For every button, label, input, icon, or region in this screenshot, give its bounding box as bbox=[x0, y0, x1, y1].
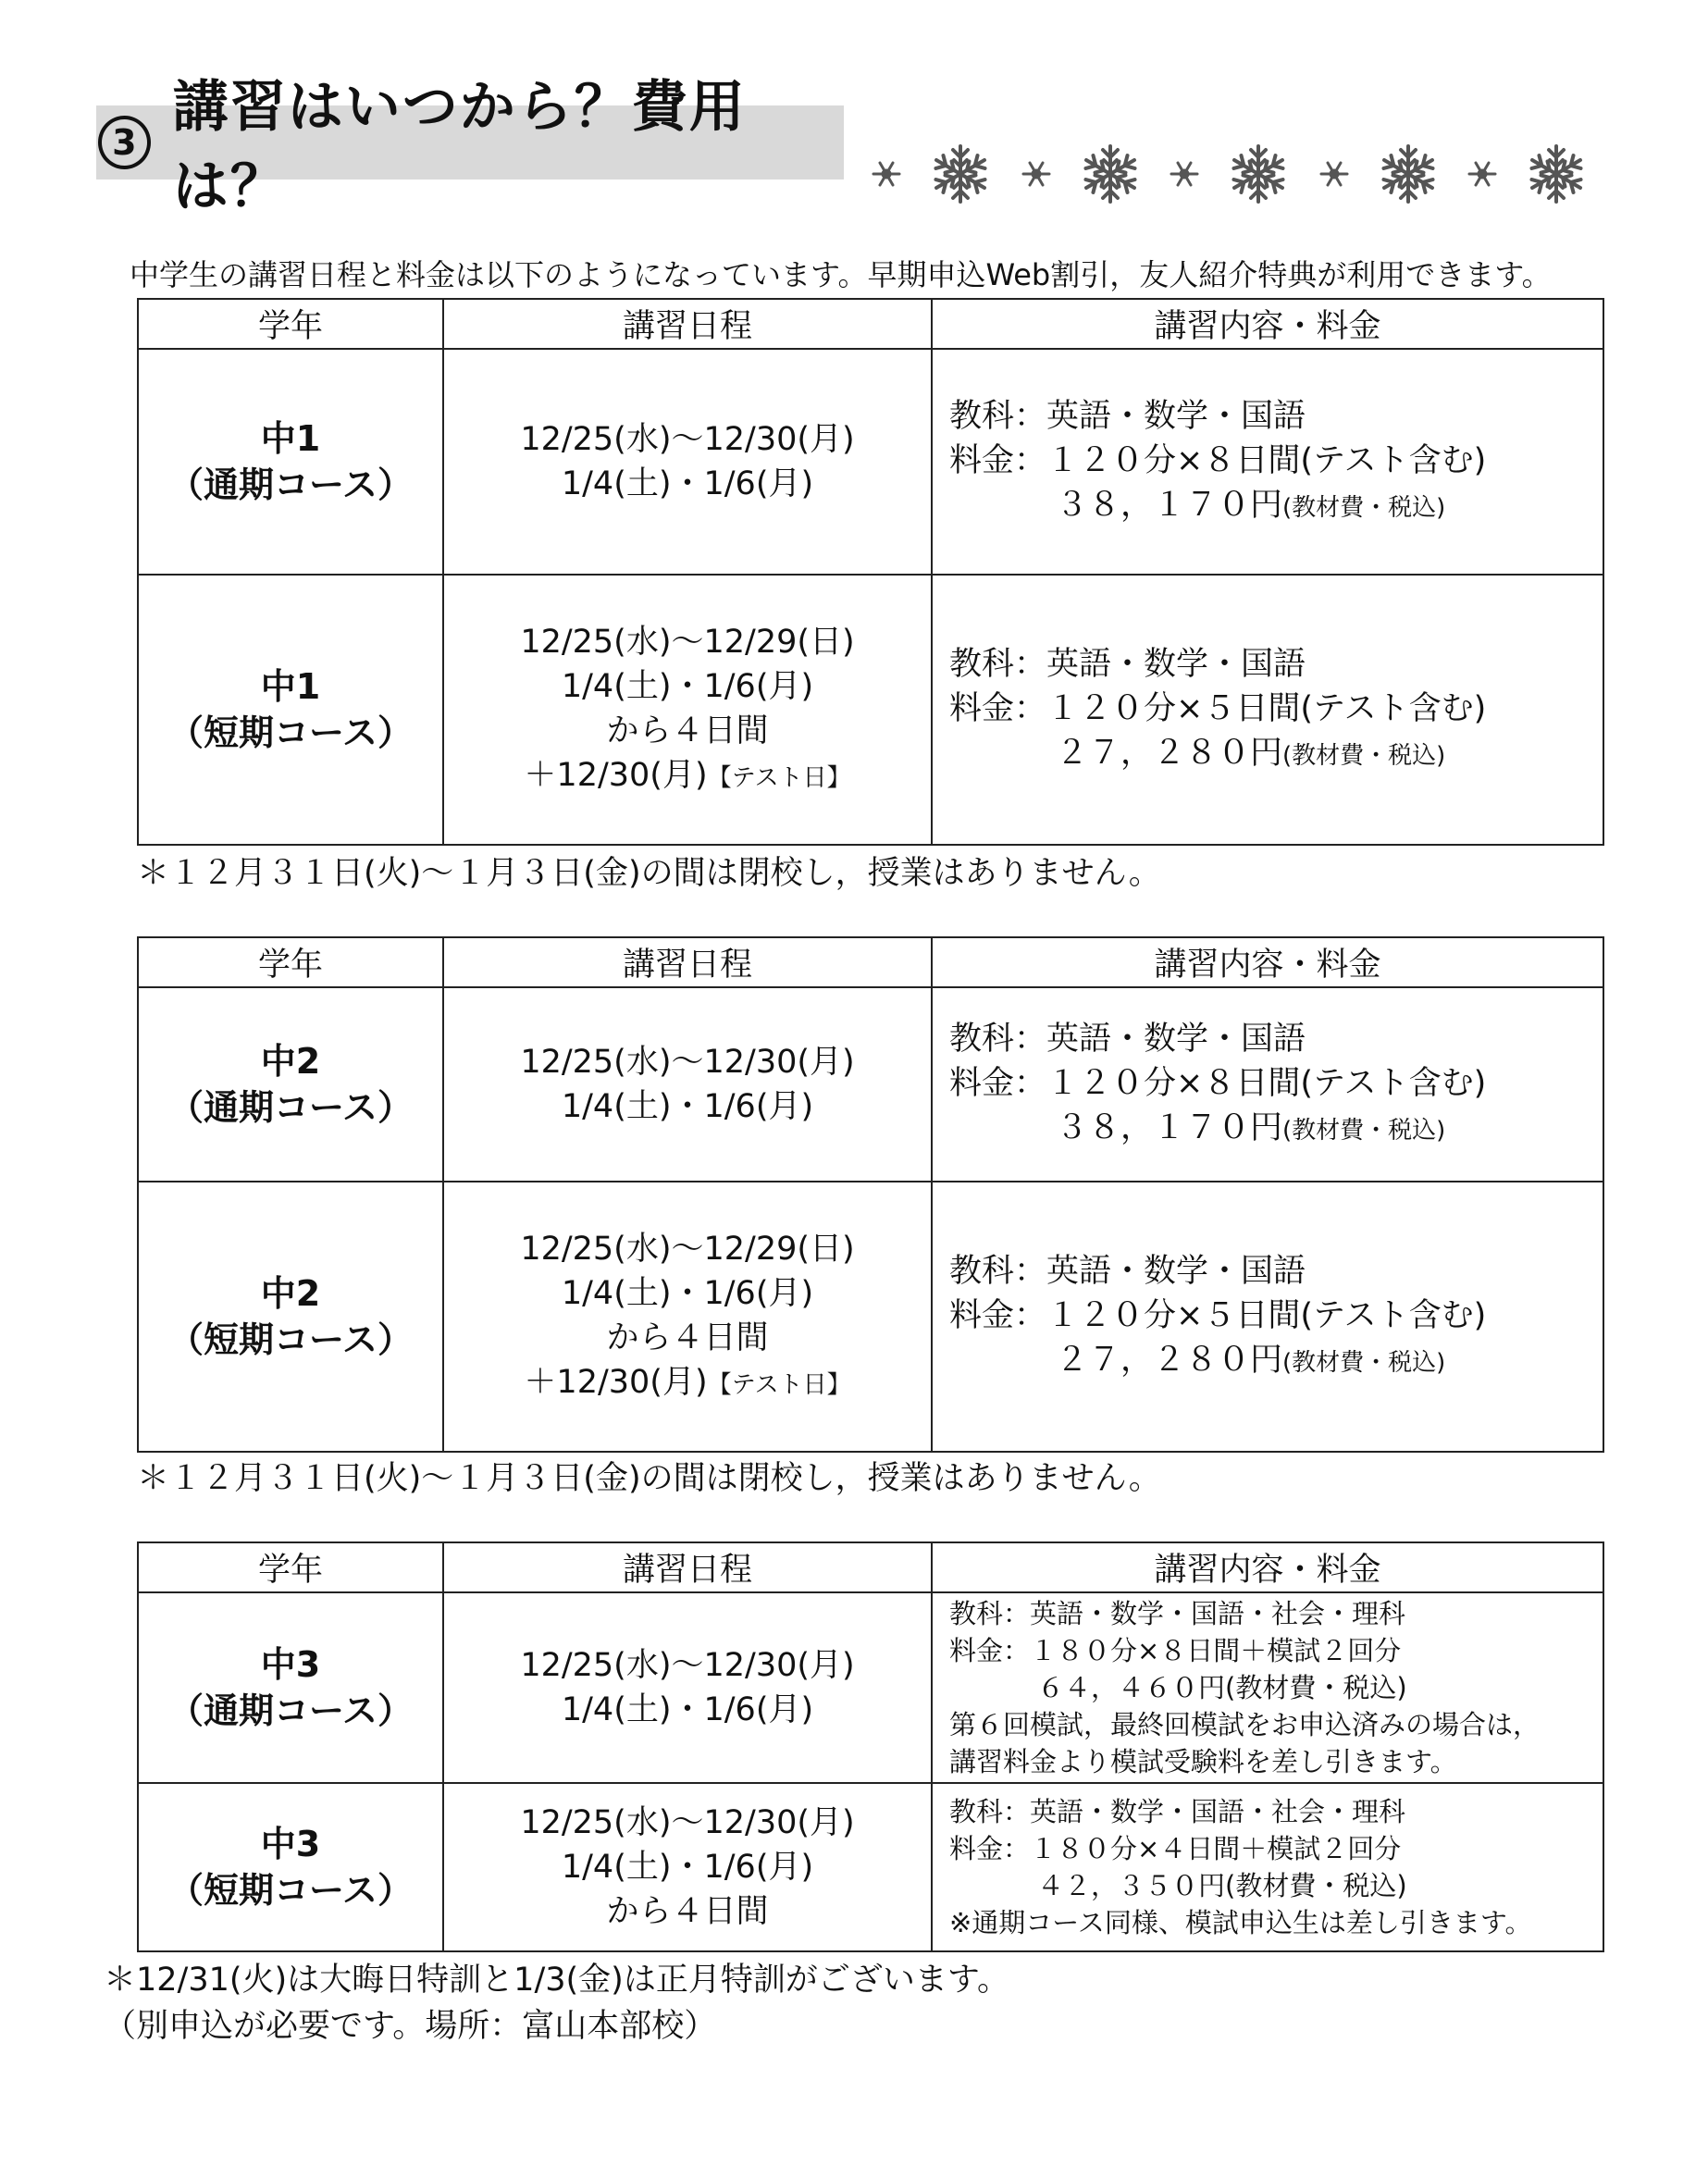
schedule-cell bbox=[443, 987, 932, 1182]
subject-line: 教科：英語・数学・国語・社会・理科 bbox=[949, 1796, 1406, 1827]
schedule-cell bbox=[443, 575, 932, 845]
fee-line: 料金：１２０分×８日間(テスト含む) bbox=[949, 441, 1487, 479]
price-line: ４２，３５０円(教材費・税込) bbox=[1037, 1870, 1407, 1901]
table-row bbox=[138, 575, 1603, 845]
grade-label: 中3 bbox=[260, 1644, 321, 1685]
content-cell bbox=[932, 575, 1603, 845]
fee-line: 料金：１８０分×４日間＋模試２回分 bbox=[949, 1833, 1402, 1864]
schedule-cell bbox=[443, 1592, 932, 1783]
schedule-table-grade3 bbox=[137, 1541, 1604, 1952]
price-line: ６４，４６０円(教材費・税込) bbox=[1037, 1672, 1407, 1703]
schedule-line: から４日間 bbox=[606, 1319, 769, 1356]
price-note: (教材費・税込) bbox=[1282, 493, 1446, 522]
snowflake-icon bbox=[1529, 146, 1584, 202]
grade-cell bbox=[138, 575, 443, 845]
content-cell bbox=[932, 1783, 1603, 1951]
price-line bbox=[949, 731, 1602, 778]
schedule-line: 1/4(土)・1/6(月) bbox=[561, 1849, 814, 1886]
schedule-test-date: ＋12/30(月) bbox=[524, 1363, 708, 1401]
table-row bbox=[138, 1783, 1603, 1951]
content-cell bbox=[932, 987, 1603, 1182]
test-day-tag: 【テスト日】 bbox=[707, 763, 851, 792]
table-header-row bbox=[138, 299, 1603, 349]
schedule-line: 1/4(土)・1/6(月) bbox=[561, 667, 814, 705]
schedule-cell bbox=[443, 1182, 932, 1452]
table-header-row bbox=[138, 1542, 1603, 1592]
grade-cell bbox=[138, 987, 443, 1182]
header-schedule: 講習日程 bbox=[443, 299, 932, 349]
schedule-line: から４日間 bbox=[606, 712, 769, 749]
grade-cell bbox=[138, 349, 443, 575]
small-snowflake-icon bbox=[1023, 163, 1049, 185]
footer-note: （別申込が必要です。場所：富山本部校） bbox=[104, 2008, 717, 2045]
small-snowflake-icon bbox=[1171, 163, 1197, 185]
small-snowflake-icon bbox=[873, 163, 899, 185]
footer-note: ＊12/31(火)は大晦日特訓と1/3(金)は正月特訓がございます。 bbox=[104, 1962, 1010, 1999]
extra-note-line: 講習料金より模試受験料を差し引きます。 bbox=[949, 1746, 1457, 1777]
course-label: （通期コース） bbox=[167, 1690, 414, 1731]
course-label: （短期コース） bbox=[167, 1319, 414, 1360]
header-grade: 学年 bbox=[138, 1542, 443, 1592]
schedule-cell bbox=[443, 1783, 932, 1951]
section-title-text: 講習はいつから？費用は？ bbox=[172, 75, 747, 219]
section-title bbox=[96, 75, 844, 219]
fee-line: 料金：１２０分×５日間(テスト含む) bbox=[949, 1296, 1487, 1334]
schedule-line: 1/4(土)・1/6(月) bbox=[561, 1274, 814, 1312]
price-value: ３８，１７０円 bbox=[1056, 1108, 1283, 1146]
section-number: 3 bbox=[98, 116, 151, 169]
schedule-line: 1/4(土)・1/6(月) bbox=[561, 465, 814, 502]
subject-line: 教科：英語・数学・国語 bbox=[949, 645, 1306, 683]
small-snowflake-icon bbox=[1321, 163, 1347, 185]
price-line bbox=[949, 483, 1602, 530]
price-line bbox=[949, 1338, 1602, 1385]
course-label: （通期コース） bbox=[167, 464, 414, 505]
schedule-line: 12/25(水)～12/30(月) bbox=[520, 1647, 855, 1684]
table-row bbox=[138, 349, 1603, 575]
content-cell bbox=[932, 1182, 1603, 1452]
header-grade: 学年 bbox=[138, 937, 443, 987]
schedule-line: 1/4(土)・1/6(月) bbox=[561, 1691, 814, 1728]
price-line bbox=[949, 1106, 1602, 1153]
schedule-line: から４日間 bbox=[606, 1893, 769, 1930]
schedule-line: 1/4(土)・1/6(月) bbox=[561, 1088, 814, 1125]
header-content: 講習内容・料金 bbox=[932, 1542, 1603, 1592]
snowflake-icon bbox=[1231, 146, 1286, 202]
subject-line: 教科：英語・数学・国語 bbox=[949, 1252, 1306, 1290]
schedule-table-grade2 bbox=[137, 936, 1604, 1453]
fee-line: 料金：１８０分×８日間＋模試２回分 bbox=[949, 1635, 1402, 1666]
snowflake-icon bbox=[1083, 146, 1138, 202]
schedule-test-date: ＋12/30(月) bbox=[524, 756, 708, 794]
price-value: ２７，２８０円 bbox=[1056, 1341, 1283, 1379]
grade-label: 中2 bbox=[260, 1041, 321, 1082]
extra-note-line: ※通期コース同様、模試申込生は差し引きます。 bbox=[949, 1907, 1532, 1938]
course-label: （通期コース） bbox=[167, 1087, 414, 1128]
grade-label: 中2 bbox=[260, 1273, 321, 1314]
table-row bbox=[138, 987, 1603, 1182]
test-day-tag: 【テスト日】 bbox=[707, 1370, 851, 1399]
header-schedule: 講習日程 bbox=[443, 1542, 932, 1592]
schedule-line: 12/25(水)～12/30(月) bbox=[520, 1804, 855, 1841]
grade-label: 中1 bbox=[260, 666, 321, 707]
snowflake-icon bbox=[1380, 146, 1436, 202]
table-row bbox=[138, 1182, 1603, 1452]
closure-note: ＊１２月３１日(火)～１月３日(金)の間は閉校し，授業はありません。 bbox=[137, 1460, 1161, 1497]
fee-line: 料金：１２０分×５日間(テスト含む) bbox=[949, 689, 1487, 727]
table-header-row bbox=[138, 937, 1603, 987]
price-value: ２７，２８０円 bbox=[1056, 734, 1283, 772]
table-row bbox=[138, 1592, 1603, 1783]
header-grade: 学年 bbox=[138, 299, 443, 349]
snowflake-decoration bbox=[860, 141, 1601, 224]
grade-cell bbox=[138, 1592, 443, 1783]
schedule-line bbox=[445, 753, 930, 800]
extra-note-line: 第６回模試，最終回模試をお申込済みの場合は， bbox=[949, 1709, 1541, 1740]
content-cell bbox=[932, 1592, 1603, 1783]
intro-text: 中学生の講習日程と料金は以下のようになっています。早期申込Web割引，友人紹介特典が利用できます。 bbox=[130, 257, 1552, 292]
subject-line: 教科：英語・数学・国語・社会・理科 bbox=[949, 1598, 1406, 1629]
snowflake-icon bbox=[933, 146, 988, 202]
schedule-line: 12/25(水)～12/29(日) bbox=[520, 1230, 855, 1268]
header-content: 講習内容・料金 bbox=[932, 299, 1603, 349]
header-content: 講習内容・料金 bbox=[932, 937, 1603, 987]
schedule-line: 12/25(水)～12/30(月) bbox=[520, 1044, 855, 1081]
schedule-table-grade1 bbox=[137, 298, 1604, 846]
price-note: (教材費・税込) bbox=[1282, 741, 1446, 770]
schedule-cell bbox=[443, 349, 932, 575]
small-snowflake-icon bbox=[1469, 163, 1495, 185]
grade-cell bbox=[138, 1783, 443, 1951]
schedule-line bbox=[445, 1360, 930, 1407]
fee-line: 料金：１２０分×８日間(テスト含む) bbox=[949, 1064, 1487, 1102]
grade-cell bbox=[138, 1182, 443, 1452]
grade-label: 中3 bbox=[260, 1824, 321, 1864]
schedule-line: 12/25(水)～12/30(月) bbox=[520, 421, 855, 458]
grade-label: 中1 bbox=[260, 418, 321, 459]
course-label: （短期コース） bbox=[167, 712, 414, 753]
price-note: (教材費・税込) bbox=[1282, 1116, 1446, 1145]
subject-line: 教科：英語・数学・国語 bbox=[949, 397, 1306, 435]
price-value: ３８，１７０円 bbox=[1056, 486, 1283, 524]
schedule-line: 12/25(水)～12/29(日) bbox=[520, 623, 855, 661]
header-schedule: 講習日程 bbox=[443, 937, 932, 987]
content-cell bbox=[932, 349, 1603, 575]
course-label: （短期コース） bbox=[167, 1870, 414, 1911]
closure-note: ＊１２月３１日(火)～１月３日(金)の間は閉校し，授業はありません。 bbox=[137, 855, 1161, 892]
subject-line: 教科：英語・数学・国語 bbox=[949, 1020, 1306, 1058]
price-note: (教材費・税込) bbox=[1282, 1348, 1446, 1377]
